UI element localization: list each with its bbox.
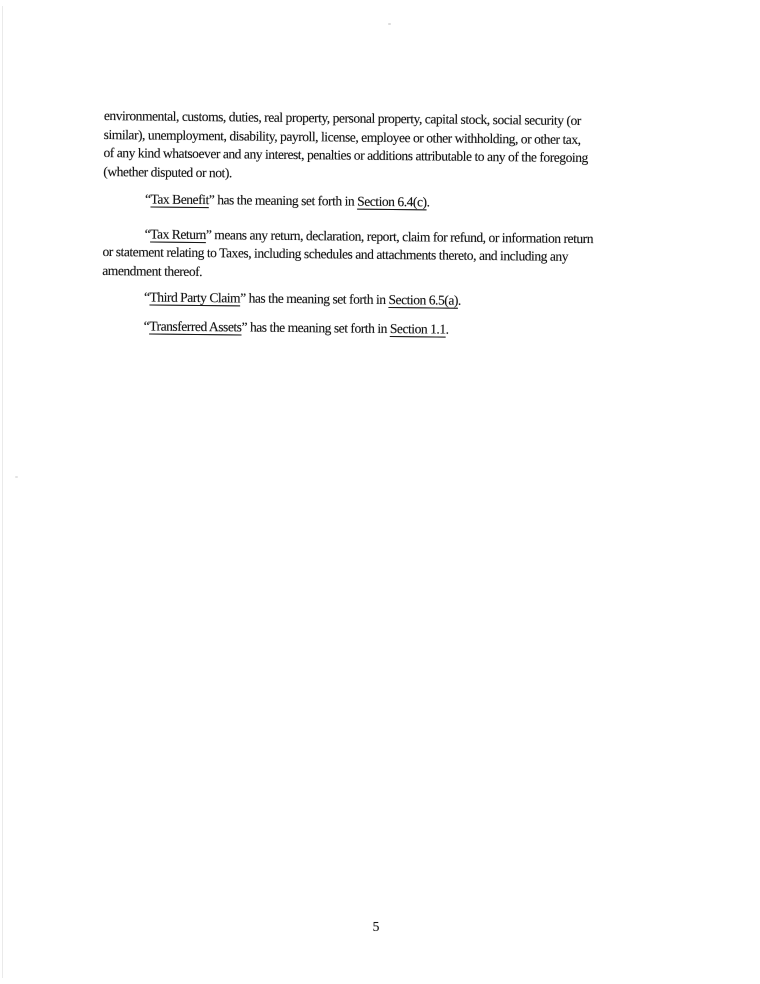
text-line: environmental, customs, duties, real property, personal property, capital stock, social security (or: [103, 107, 581, 128]
paragraph-definition-third-party-claim: [102, 288, 662, 312]
section-reference-6-5-a: Section 6.5(a): [388, 291, 459, 308]
paragraph-definition-transferred-assets: [102, 316, 662, 340]
text-line: [102, 316, 662, 340]
text-run: ” has the meaning set forth in: [240, 290, 389, 307]
open-quote: “: [143, 317, 150, 333]
period: .: [445, 321, 449, 337]
text-line: (whether disputed or not).: [103, 163, 232, 180]
text-line: of any kind whatsoever and any interest, penalties or additions attributable to any of the foregoing: [103, 144, 588, 166]
text-line: similar), unemployment, disability, payroll, license, employee or other withholding, or other tax,: [103, 126, 581, 147]
defined-term-tax-benefit: Tax Benefit: [150, 191, 209, 208]
text-line: [103, 190, 663, 214]
text-line: [102, 288, 662, 312]
scan-speck-artifact: [15, 476, 18, 478]
section-reference-1-1: Section 1.1: [389, 320, 446, 337]
paragraph-continuation-of-tax-definition: [103, 107, 664, 187]
open-quote: “: [144, 225, 151, 241]
text-line: amendment thereof.: [102, 262, 203, 279]
text-run: ” means any return, declaration, report, claim for refund, or information return: [205, 226, 594, 246]
page-number: 5: [372, 919, 380, 934]
paragraph-definition-tax-benefit: [103, 190, 663, 214]
open-quote: “: [144, 191, 151, 207]
defined-term-tax-return: Tax Return: [150, 225, 206, 242]
text-run: ” has the meaning set forth in: [241, 318, 390, 336]
text-run: ” has the meaning set forth in: [208, 192, 358, 209]
section-reference-6-4-c: Section 6.4(c): [357, 193, 427, 210]
text-line: or statement relating to Taxes, including schedules and attachments thereto, and including any: [102, 243, 569, 264]
page-body-text: [102, 107, 664, 341]
open-quote: “: [143, 289, 150, 305]
period: .: [457, 292, 461, 308]
scan-edge-artifact: [2, 6, 3, 978]
defined-term-transferred-assets: Transferred Assets: [149, 317, 242, 334]
paragraph-definition-tax-return: [102, 224, 663, 285]
scan-speck-artifact: [388, 23, 391, 25]
defined-term-third-party-claim: Third Party Claim: [149, 289, 241, 306]
period: .: [426, 194, 430, 210]
